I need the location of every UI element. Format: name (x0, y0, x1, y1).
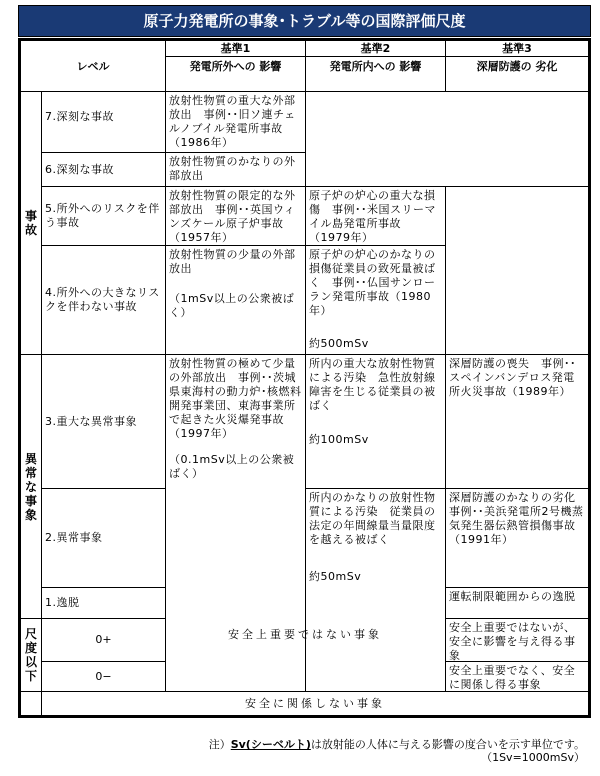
level-1: 1.逸脱 (41, 587, 166, 619)
c3-level-0-minus: 安全上重要でなく、安全に関係し得る事象 (445, 661, 589, 692)
c3-level-2: 深層防護のかなりの劣化 事例･･美浜発電所2号機蒸気発生器伝熱管損傷事故（1991年） (445, 488, 589, 588)
header-criterion-3 (445, 40, 589, 92)
footnote-conversion: （1Sv=1000mSv） (481, 751, 585, 764)
c2-level-4-dose: 約500mSv (309, 337, 369, 350)
criterion-1-title: 基準1 (166, 41, 305, 57)
page-title: 原子力発電所の事象･トラブル等の国際評価尺度 (18, 5, 591, 37)
not-important-to-safety (165, 488, 306, 692)
not-important-label: 安全上重要ではない事象 (228, 628, 382, 641)
level-4: 4.所外への大きなリスクを伴わない事故 (41, 245, 166, 355)
criterion-2-subtitle: 発電所内への 影響 (329, 60, 422, 73)
criterion-1-subtitle: 発電所外への 影響 (189, 60, 282, 73)
level-0-plus: 0+ (41, 618, 166, 662)
c2-level-4 (305, 245, 446, 355)
header-criterion-2 (305, 40, 446, 92)
criterion-3-subtitle: 深層防護の 劣化 (476, 60, 558, 73)
c2-level-2-text: 所内のかなりの放射性物質による汚染 従業員の法定の年間線量当量限度を越える被ばく (309, 491, 436, 546)
footnote-text: は放射能の人体に与える影響の度合いを示す単位です。 (310, 738, 585, 751)
header-criterion-1 (165, 40, 306, 92)
group-below-scale: 尺度以下 (20, 618, 42, 692)
c1-level-7: 放射性物質の重大な外部放出 事例･･旧ソ連チェルノブイル発電所事故（1986年） (165, 91, 306, 153)
c1-level-5: 放射性物質の限定的な外部放出 事例･･英国ウィンズケール原子炉事故（1957年） (165, 186, 306, 246)
c1-level-3 (165, 354, 306, 489)
c1-level-6: 放射性物質のかなりの外部放出 (165, 152, 306, 187)
c2-level-4-text: 原子炉の炉心のかなりの損傷従業員の致死量被ばく 事例･･仏国サンローラン発電所事故（1980年） (309, 248, 436, 317)
ines-table (18, 38, 591, 718)
c3-blank-accident (445, 186, 589, 355)
level-0-minus: 0− (41, 661, 166, 692)
footnote-term: Sv(シーベルト) (230, 738, 311, 751)
footnote-prefix: 注） (208, 738, 231, 751)
c2-level-5: 原子炉の炉心の重大な損傷 事例･･米国スリーマイル島発電所事故（1979年） (305, 186, 446, 246)
c2-level-3-dose: 約100mSv (309, 433, 369, 446)
c2-level-2 (305, 488, 446, 588)
c1-level-4-note: （1mSv以上の公衆被ばく） (169, 292, 295, 319)
c2-level-3 (305, 354, 446, 489)
c1-level-3-note: （0.1mSv以上の公衆被ばく） (169, 453, 295, 480)
c2-blank-top (305, 91, 589, 187)
criterion-2-title: 基準2 (306, 41, 445, 57)
header-level: レベル (20, 40, 166, 92)
c3-level-0-plus: 安全上重要ではないが、安全に影響を与え得る事象 (445, 618, 589, 662)
not-related-to-safety: 安全に関係しない事象 (41, 691, 589, 716)
footnote (200, 738, 585, 764)
level-3: 3.重大な異常事象 (41, 354, 166, 489)
c1-level-4 (165, 245, 306, 355)
group-incident: 異常な事象 (20, 354, 42, 619)
c3-level-1: 運転制限範囲からの逸脱 (445, 587, 589, 619)
level-2: 2.異常事象 (41, 488, 166, 588)
group-accident: 事故 (20, 91, 42, 355)
c3-level-3: 深層防護の喪失 事例･･スペインバンデロス発電所火災事故（1989年） (445, 354, 589, 489)
c1-level-3-text: 放射性物質の極めて少量の外部放出 事例･･茨城県東海村の動力炉･核燃料開発事業団、東海事業所で起きた火災爆発事故（1997年） (169, 357, 302, 440)
group-blank (20, 691, 42, 716)
criterion-3-title: 基準3 (446, 41, 588, 57)
c1-level-4-text: 放射性物質の少量の外部放出 (169, 248, 296, 275)
c2-level-3-text: 所内の重大な放射性物質による汚染 急性放射線障害を生じる従業員の被ばく (309, 357, 436, 412)
level-6: 6.深刻な事故 (41, 152, 166, 187)
c2-level-2-dose: 約50mSv (309, 570, 362, 583)
level-7: 7.深刻な事故 (41, 91, 166, 153)
level-5: 5.所外へのリスクを伴う事故 (41, 186, 166, 246)
